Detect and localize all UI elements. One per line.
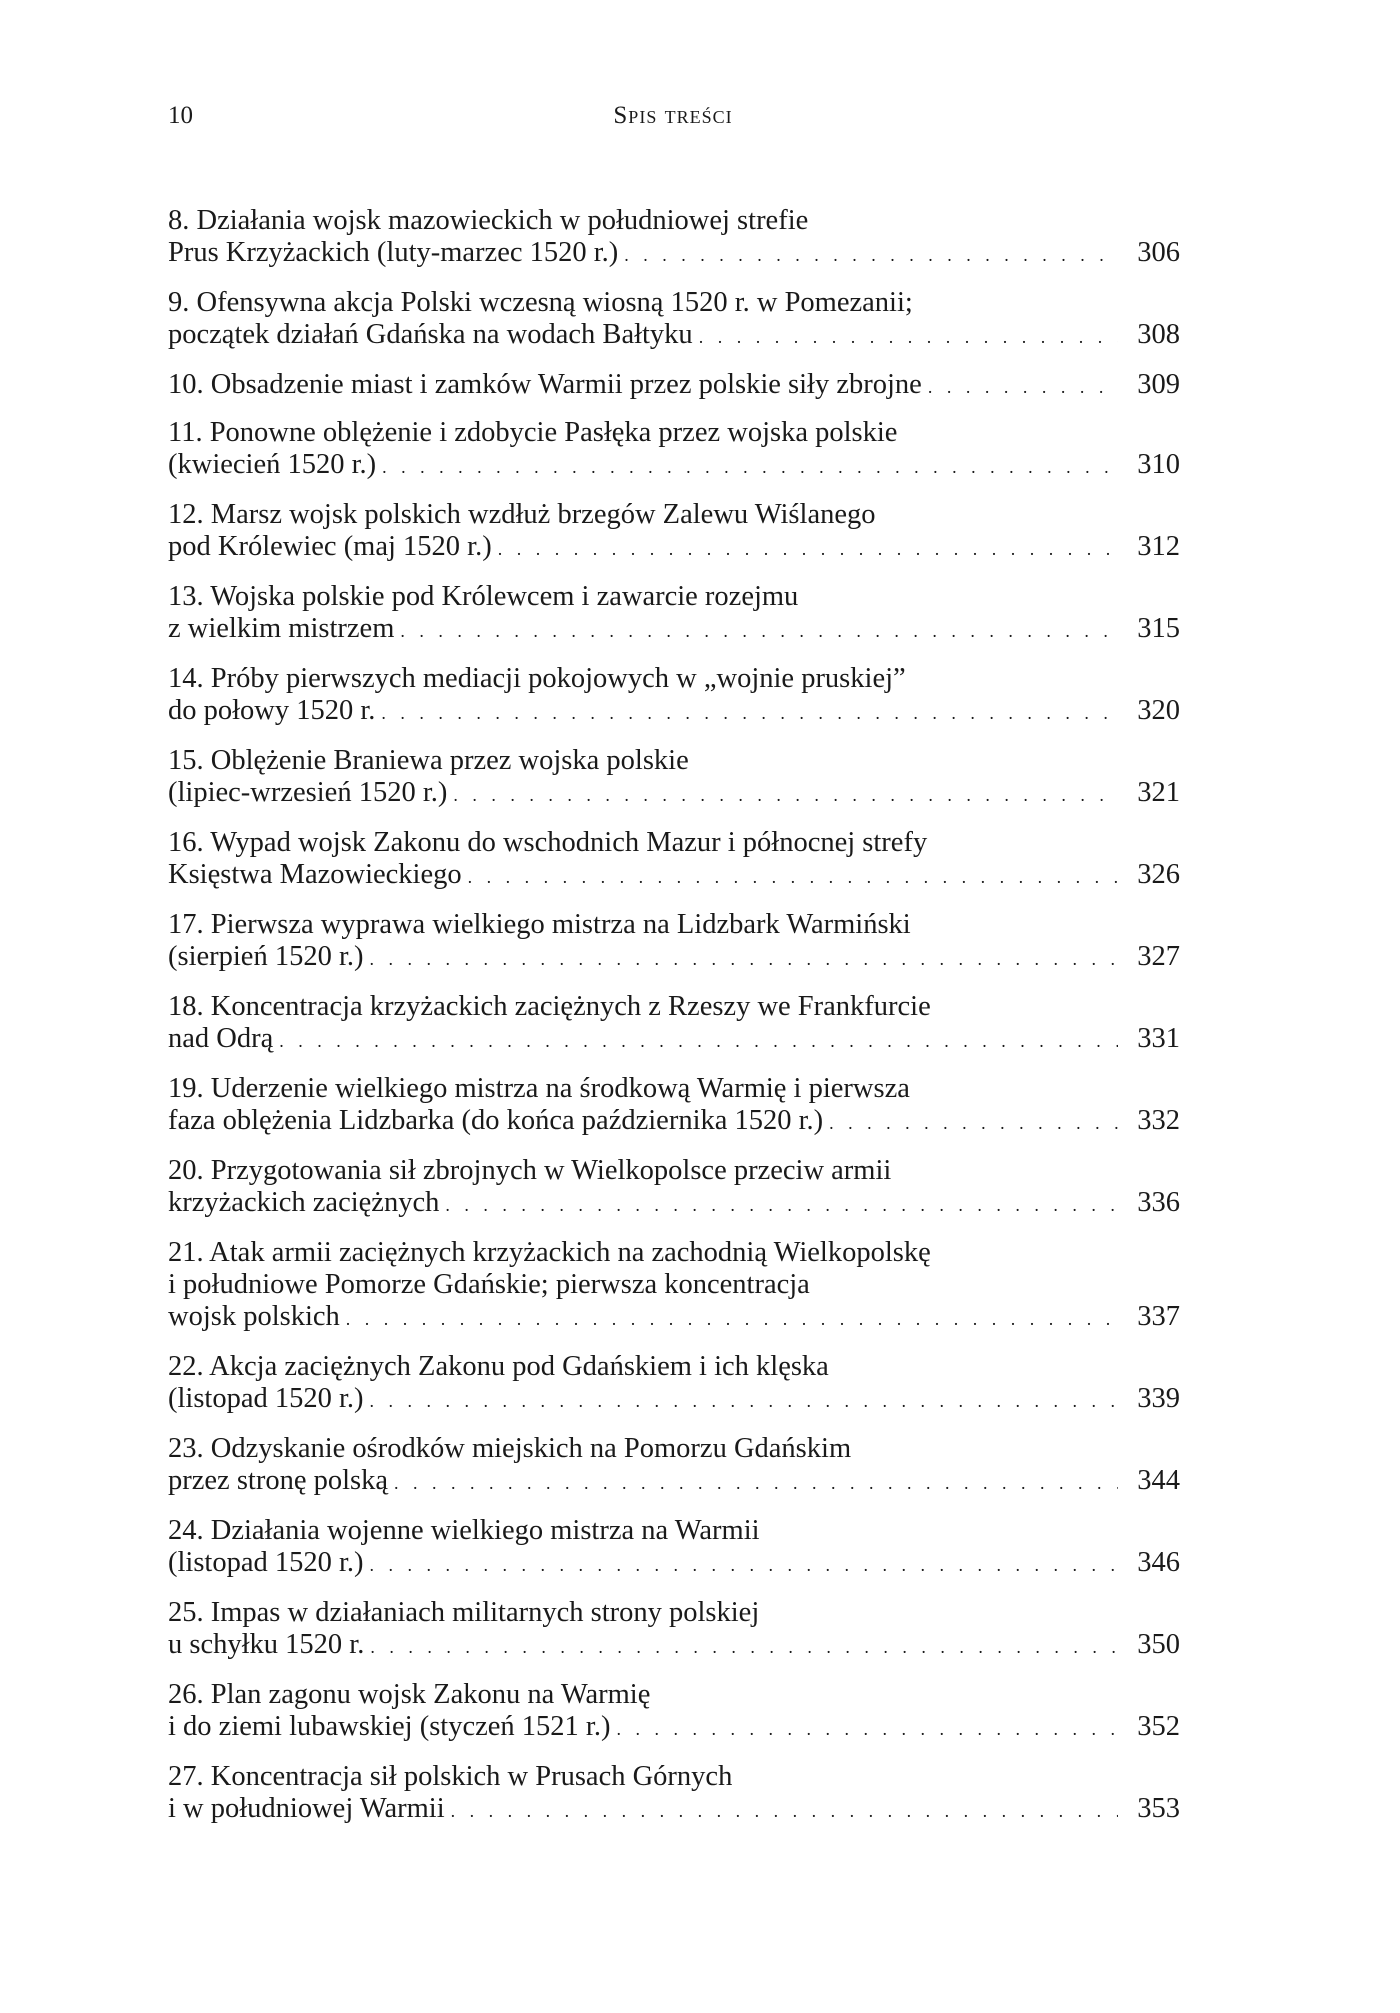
toc-entry-title-line: nad Odrą [168, 1023, 274, 1054]
toc-page-number: 352 [1137, 1711, 1180, 1742]
dot-leader [279, 1025, 1118, 1057]
dot-leader [445, 1189, 1118, 1221]
toc-entry-title-line: (sierpień 1520 r.) [168, 941, 364, 972]
toc-entry-last-line [168, 1105, 1180, 1139]
toc-entry-last-line [168, 1793, 1180, 1827]
toc-entry-title-line: do połowy 1520 r. [168, 695, 376, 726]
running-head: Spis treści [613, 102, 733, 129]
toc-entry-title-line: 19. Uderzenie wielkiego mistrza na środkową Warmię i pierwsza [168, 1073, 910, 1104]
page-number: 10 [168, 102, 193, 129]
toc-entry-title-line: 10. Obsadzenie miast i zamków Warmii przez polskie siły zbrojne [168, 369, 922, 400]
toc-entry-title-line: 26. Plan zagonu wojsk Zakonu na Warmię [168, 1679, 651, 1710]
toc-entry-title-line: i do ziemi lubawskiej (styczeń 1521 r.) [168, 1711, 611, 1742]
toc-page-number: 331 [1137, 1023, 1180, 1054]
toc-page-number: 312 [1137, 531, 1180, 562]
toc-entry-title-line: (kwiecień 1520 r.) [168, 449, 377, 480]
dot-leader [381, 697, 1118, 729]
toc-page-number: 308 [1137, 319, 1180, 350]
dot-leader [699, 321, 1118, 353]
toc-page-number: 310 [1137, 449, 1180, 480]
dot-leader [616, 1713, 1118, 1745]
dot-leader [453, 779, 1118, 811]
toc-entry-last-line [168, 237, 1180, 271]
toc-entry-title-line: 24. Działania wojenne wielkiego mistrza na Warmii [168, 1515, 760, 1546]
toc-entry-title-line: 16. Wypad wojsk Zakonu do wschodnich Mazur i północnej strefy [168, 827, 928, 858]
toc-entry [168, 827, 1180, 893]
toc-entry-title-line: przez stronę polską [168, 1465, 388, 1496]
toc-entry-last-line [168, 531, 1180, 565]
toc-entry [168, 1433, 1180, 1499]
toc-entry [168, 581, 1180, 647]
toc-entry-title-line: 12. Marsz wojsk polskich wzdłuż brzegów Zalewu Wiślanego [168, 499, 876, 530]
toc-entry-last-line [168, 613, 1180, 647]
toc-entry-title-line: Księstwa Mazowieckiego [168, 859, 462, 890]
toc-entry-last-line [168, 1301, 1180, 1335]
toc-entry-last-line [168, 1711, 1180, 1745]
dot-leader [928, 371, 1118, 403]
toc-entry [168, 417, 1180, 483]
dot-leader [400, 615, 1118, 647]
toc-entry-title-line: 13. Wojska polskie pod Królewcem i zawarcie rozejmu [168, 581, 799, 612]
toc-page-number: 353 [1137, 1793, 1180, 1824]
toc-entry-last-line [168, 695, 1180, 729]
toc-entry-last-line [168, 1187, 1180, 1221]
toc-entry [168, 1597, 1180, 1663]
toc-entry-last-line [168, 1383, 1180, 1417]
dot-leader [382, 451, 1118, 483]
toc-entry [168, 1073, 1180, 1139]
dot-leader [370, 1631, 1118, 1663]
toc-page-number: 344 [1137, 1465, 1180, 1496]
toc-page-number: 327 [1137, 941, 1180, 972]
toc-entry [168, 1515, 1180, 1581]
toc-entry-title-line: 14. Próby pierwszych mediacji pokojowych w „wojnie pruskiej” [168, 663, 906, 694]
toc-entry-title-line: krzyżackich zaciężnych [168, 1187, 440, 1218]
toc-page-number: 326 [1137, 859, 1180, 890]
toc-entry-title-line: z wielkim mistrzem [168, 613, 395, 644]
toc-entry-title-line: (lipiec-wrzesień 1520 r.) [168, 777, 448, 808]
dot-leader [394, 1467, 1118, 1499]
toc-page-number: 339 [1137, 1383, 1180, 1414]
toc-entry-last-line [168, 369, 1180, 403]
toc-page-number: 337 [1137, 1301, 1180, 1332]
table-of-contents [168, 205, 1180, 1843]
dot-leader [468, 861, 1118, 893]
dot-leader [346, 1303, 1118, 1335]
dot-leader [370, 1549, 1118, 1581]
toc-entry-title-line: i południowe Pomorze Gdańskie; pierwsza koncentracja [168, 1269, 810, 1300]
toc-page-number: 309 [1137, 369, 1180, 400]
toc-page-number: 336 [1137, 1187, 1180, 1218]
toc-entry-title-line: 17. Pierwsza wyprawa wielkiego mistrza na Lidzbark Warmiński [168, 909, 911, 940]
toc-entry [168, 1761, 1180, 1827]
toc-entry [168, 1237, 1180, 1335]
toc-entry-last-line [168, 859, 1180, 893]
dot-leader [370, 943, 1119, 975]
toc-entry-last-line [168, 449, 1180, 483]
toc-entry-last-line [168, 1547, 1180, 1581]
toc-entry [168, 369, 1180, 403]
toc-page-number: 315 [1137, 613, 1180, 644]
toc-entry [168, 1351, 1180, 1417]
toc-entry-title-line: 27. Koncentracja sił polskich w Prusach Górnych [168, 1761, 733, 1792]
toc-entry [168, 287, 1180, 353]
toc-entry-title-line: 8. Działania wojsk mazowieckich w południowej strefie [168, 205, 809, 236]
toc-entry-title-line: 23. Odzyskanie ośrodków miejskich na Pomorzu Gdańskim [168, 1433, 852, 1464]
toc-entry [168, 1155, 1180, 1221]
toc-entry-title-line: 18. Koncentracja krzyżackich zaciężnych z Rzeszy we Frankfurcie [168, 991, 931, 1022]
toc-entry [168, 745, 1180, 811]
toc-entry-title-line: pod Królewiec (maj 1520 r.) [168, 531, 492, 562]
toc-entry-title-line: 20. Przygotowania sił zbrojnych w Wielkopolsce przeciw armii [168, 1155, 892, 1186]
toc-entry-title-line: u schyłku 1520 r. [168, 1629, 365, 1660]
toc-entry-title-line: (listopad 1520 r.) [168, 1383, 364, 1414]
dot-leader [498, 533, 1118, 565]
toc-entry-title-line: 9. Ofensywna akcja Polski wczesną wiosną 1520 r. w Pomezanii; [168, 287, 913, 318]
toc-entry-title-line: początek działań Gdańska na wodach Bałtyku [168, 319, 693, 350]
toc-page-number: 321 [1137, 777, 1180, 808]
toc-entry-last-line [168, 941, 1180, 975]
dot-leader [624, 239, 1118, 271]
toc-entry-title-line: 25. Impas w działaniach militarnych strony polskiej [168, 1597, 760, 1628]
toc-entry [168, 205, 1180, 271]
toc-entry-title-line: i w południowej Warmii [168, 1793, 445, 1824]
toc-entry-last-line [168, 319, 1180, 353]
toc-entry-title-line: 11. Ponowne oblężenie i zdobycie Pasłęka przez wojska polskie [168, 417, 898, 448]
toc-entry [168, 1679, 1180, 1745]
page-header [168, 102, 1178, 136]
toc-entry-title-line: wojsk polskich [168, 1301, 340, 1332]
toc-page-number: 332 [1137, 1105, 1180, 1136]
dot-leader [370, 1385, 1118, 1417]
toc-entry-last-line [168, 777, 1180, 811]
toc-entry-last-line [168, 1465, 1180, 1499]
toc-entry [168, 499, 1180, 565]
toc-entry [168, 991, 1180, 1057]
toc-entry-title-line: 22. Akcja zaciężnych Zakonu pod Gdańskiem i ich klęska [168, 1351, 829, 1382]
toc-entry-title-line: 21. Atak armii zaciężnych krzyżackich na zachodnią Wielkopolskę [168, 1237, 931, 1268]
toc-page-number: 350 [1137, 1629, 1180, 1660]
dot-leader [829, 1107, 1118, 1139]
toc-entry [168, 663, 1180, 729]
toc-entry-last-line [168, 1023, 1180, 1057]
toc-entry-last-line [168, 1629, 1180, 1663]
toc-page-number: 346 [1137, 1547, 1180, 1578]
toc-page-number: 320 [1137, 695, 1180, 726]
toc-entry-title-line: Prus Krzyżackich (luty-marzec 1520 r.) [168, 237, 619, 268]
toc-entry-title-line: (listopad 1520 r.) [168, 1547, 364, 1578]
toc-entry-title-line: faza oblężenia Lidzbarka (do końca października 1520 r.) [168, 1105, 824, 1136]
toc-entry-title-line: 15. Oblężenie Braniewa przez wojska polskie [168, 745, 689, 776]
dot-leader [451, 1795, 1118, 1827]
toc-entry [168, 909, 1180, 975]
toc-page-number: 306 [1137, 237, 1180, 268]
